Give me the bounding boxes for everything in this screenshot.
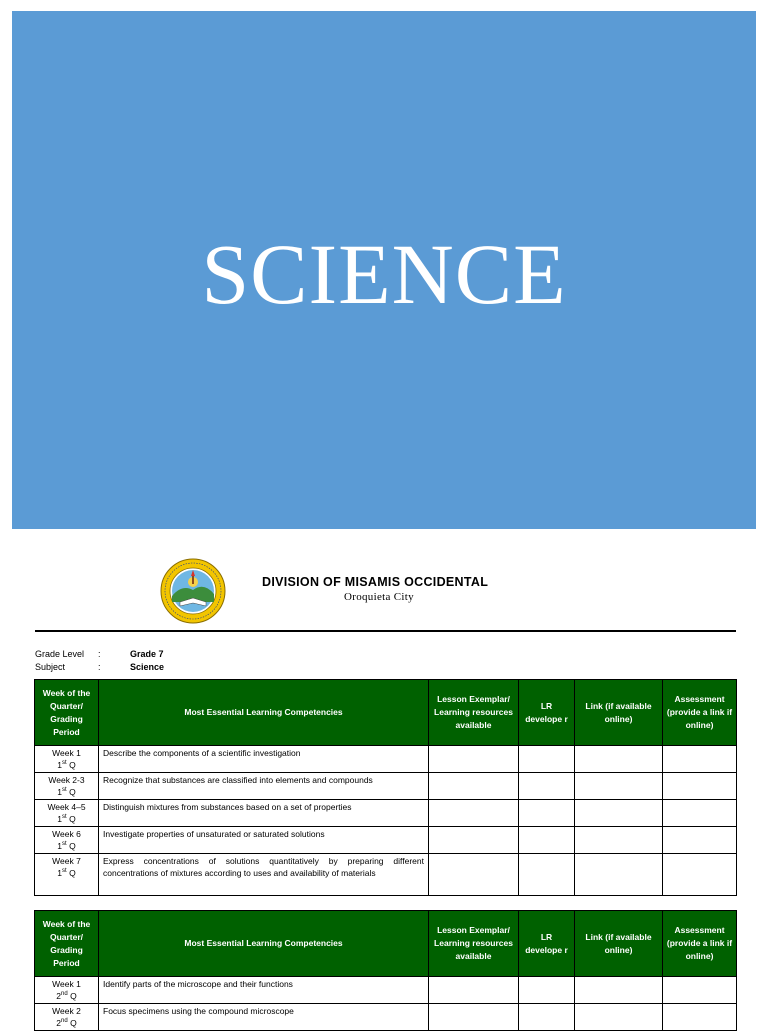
week-label: Week 2 — [52, 1006, 81, 1016]
competency-cell: Recognize that substances are classified into elements and compounds — [99, 773, 429, 800]
cover-panel — [12, 11, 756, 529]
lesson-cell[interactable] — [429, 1004, 519, 1031]
table-row — [35, 800, 737, 827]
competency-cell: Distinguish mixtures from substances based on a set of properties — [99, 800, 429, 827]
quarter-label — [39, 813, 94, 825]
lr-cell[interactable] — [519, 854, 575, 896]
competency-cell: Describe the components of a scientific investigation — [99, 746, 429, 773]
division-name: DIVISION OF MISAMIS OCCIDENTAL — [262, 575, 489, 589]
week-label: Week 6 — [52, 829, 81, 839]
quarter-label — [39, 990, 94, 1002]
quarter-suffix: nd — [61, 1018, 68, 1025]
quarter-number: 1 — [57, 841, 63, 851]
week-cell — [35, 1004, 99, 1031]
quarter-number: 2 — [56, 1018, 62, 1028]
competency-cell: Express concentrations of solutions quantitatively by preparing different concentrations of mixtures according to uses and availability of materials — [99, 854, 429, 896]
week-label: Week 7 — [52, 856, 81, 866]
quarter-q: Q — [67, 1018, 77, 1028]
lesson-cell[interactable] — [429, 827, 519, 854]
table-row — [35, 773, 737, 800]
link-cell[interactable] — [575, 854, 663, 896]
quarter-number: 1 — [57, 787, 63, 797]
header-lesson: Lesson Exemplar/ Learning resources available — [429, 911, 519, 977]
table-row — [35, 1004, 737, 1031]
quarter-q: Q — [67, 991, 77, 1001]
quarter-suffix: st — [62, 760, 67, 767]
table-row — [35, 746, 737, 773]
quarter-label — [39, 786, 94, 798]
header-assessment: Assessment (provide a link if online) — [663, 911, 737, 977]
week-cell — [35, 773, 99, 800]
quarter-suffix: st — [62, 841, 67, 848]
header-link: Link (if available online) — [575, 911, 663, 977]
assessment-cell[interactable] — [663, 977, 737, 1004]
competency-cell: Focus specimens using the compound microscope — [99, 1004, 429, 1031]
competency-cell: Investigate properties of unsaturated or saturated solutions — [99, 827, 429, 854]
header-competency: Most Essential Learning Competencies — [99, 680, 429, 746]
week-cell — [35, 827, 99, 854]
quarter-suffix: st — [62, 787, 67, 794]
table-row — [35, 827, 737, 854]
header-competency: Most Essential Learning Competencies — [99, 911, 429, 977]
quarter-q: Q — [66, 868, 76, 878]
lr-cell[interactable] — [519, 977, 575, 1004]
week-label: Week 4–5 — [47, 802, 86, 812]
lr-cell[interactable] — [519, 827, 575, 854]
header-lesson: Lesson Exemplar/ Learning resources available — [429, 680, 519, 746]
deped-seal-icon — [160, 558, 226, 624]
subject-sep: : — [98, 662, 101, 672]
quarter-label — [39, 759, 94, 771]
lr-cell[interactable] — [519, 746, 575, 773]
letterhead — [160, 558, 580, 624]
week-label: Week 1 — [52, 979, 81, 989]
quarter-number: 2 — [56, 991, 62, 1001]
quarter-q: Q — [66, 760, 76, 770]
week-label: Week 2-3 — [48, 775, 85, 785]
week-cell — [35, 854, 99, 896]
link-cell[interactable] — [575, 1004, 663, 1031]
lesson-cell[interactable] — [429, 800, 519, 827]
week-cell — [35, 977, 99, 1004]
cover-title: SCIENCE — [201, 226, 567, 322]
link-cell[interactable] — [575, 800, 663, 827]
quarter-q: Q — [66, 841, 76, 851]
lr-cell[interactable] — [519, 1004, 575, 1031]
header-week: Week of the Quarter/ Grading Period — [35, 911, 99, 977]
competency-cell: Identify parts of the microscope and their functions — [99, 977, 429, 1004]
assessment-cell[interactable] — [663, 827, 737, 854]
quarter-q: Q — [66, 787, 76, 797]
header-rule — [35, 630, 736, 632]
assessment-cell[interactable] — [663, 854, 737, 896]
lr-cell[interactable] — [519, 773, 575, 800]
link-cell[interactable] — [575, 977, 663, 1004]
subject-label: Subject — [35, 662, 66, 672]
week-cell — [35, 746, 99, 773]
header-week: Week of the Quarter/ Grading Period — [35, 680, 99, 746]
header-assessment: Assessment (provide a link if online) — [663, 680, 737, 746]
link-cell[interactable] — [575, 773, 663, 800]
table-row — [35, 854, 737, 896]
quarter-number: 1 — [57, 814, 63, 824]
assessment-cell[interactable] — [663, 773, 737, 800]
grade-level-sep: : — [98, 649, 101, 659]
link-cell[interactable] — [575, 827, 663, 854]
assessment-cell[interactable] — [663, 746, 737, 773]
header-link: Link (if available online) — [575, 680, 663, 746]
week-label: Week 1 — [52, 748, 81, 758]
lesson-cell[interactable] — [429, 854, 519, 896]
header-lr: LR develope r — [519, 911, 575, 977]
competency-table-q1 — [34, 679, 737, 896]
week-cell — [35, 800, 99, 827]
quarter-number: 1 — [57, 760, 63, 770]
quarter-q: Q — [66, 814, 76, 824]
subject-value: Science — [130, 662, 165, 672]
link-cell[interactable] — [575, 746, 663, 773]
lr-cell[interactable] — [519, 800, 575, 827]
assessment-cell[interactable] — [663, 1004, 737, 1031]
lesson-cell[interactable] — [429, 746, 519, 773]
header-lr: LR develope r — [519, 680, 575, 746]
quarter-label — [39, 867, 94, 879]
quarter-label — [39, 840, 94, 852]
assessment-cell[interactable] — [663, 800, 737, 827]
table-row — [35, 977, 737, 1004]
quarter-suffix: st — [62, 814, 67, 821]
competency-table-q2 — [34, 910, 737, 1031]
grade-level-value: Grade 7 — [130, 649, 164, 659]
quarter-suffix: nd — [61, 991, 68, 998]
grade-level-label: Grade Level — [35, 649, 85, 659]
quarter-label — [39, 1017, 94, 1029]
lesson-cell[interactable] — [429, 773, 519, 800]
division-city: Oroquieta City — [344, 591, 414, 603]
quarter-suffix: st — [62, 868, 67, 875]
lesson-cell[interactable] — [429, 977, 519, 1004]
quarter-number: 1 — [57, 868, 63, 878]
